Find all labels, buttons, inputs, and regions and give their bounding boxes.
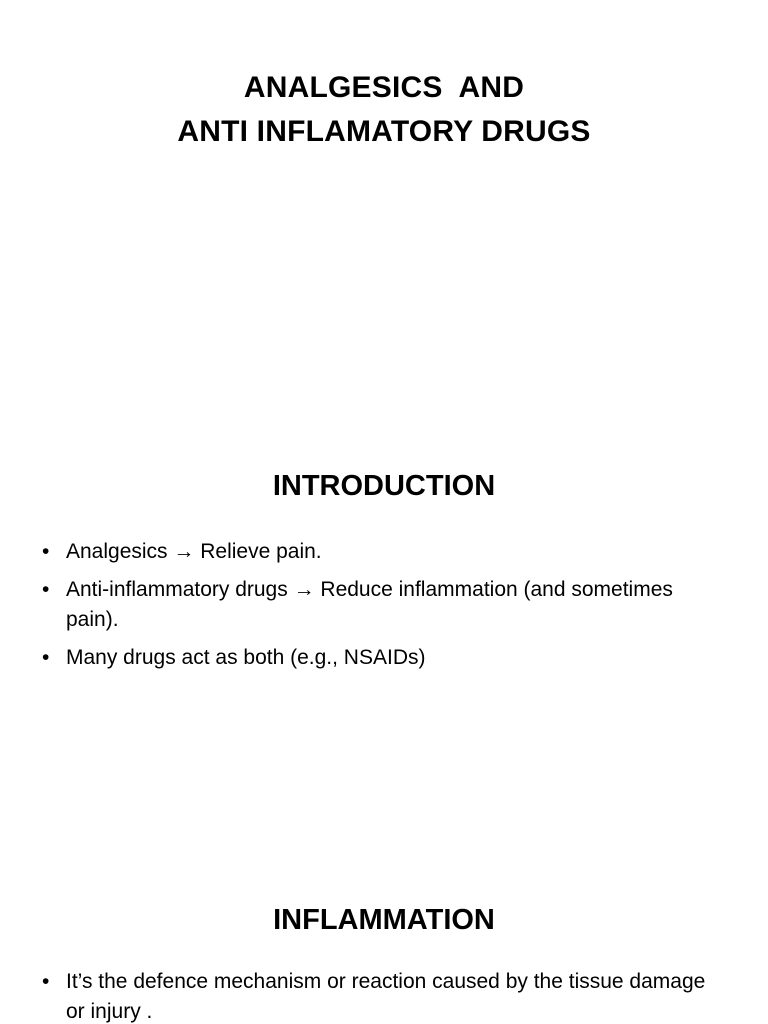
bullet-icon: • (42, 540, 50, 563)
inflammation-heading: INFLAMMATION (273, 904, 495, 936)
bullet-icon: • (42, 578, 50, 601)
bullet-icon: • (42, 646, 50, 669)
bullet-item (42, 537, 722, 567)
bullet-item (42, 575, 722, 635)
title-line-1: ANALGESICS AND (243, 71, 525, 104)
bullet-text: It’s the defence mechanism or reaction caused by the tissue damage or injury . (66, 970, 706, 1023)
introduction-slide (0, 468, 768, 504)
bullet-icon: • (42, 970, 50, 993)
bullet-item (42, 967, 722, 1024)
title-slide (0, 66, 768, 154)
bullet-text: Analgesics → Relieve pain. (66, 540, 322, 563)
bullet-text: Many drugs act as both (e.g., NSAIDs) (66, 646, 426, 669)
introduction-heading: INTRODUCTION (272, 470, 496, 502)
bullet-item (42, 643, 722, 673)
introduction-bullet-list (42, 537, 722, 681)
bullet-text: Anti-inflammatory drugs → Reduce inflammation (and sometimes pain). (66, 578, 673, 631)
title-line-2: ANTI INFLAMATORY DRUGS (177, 115, 591, 148)
inflammation-bullet-list (42, 967, 722, 1024)
inflammation-slide (0, 902, 768, 938)
